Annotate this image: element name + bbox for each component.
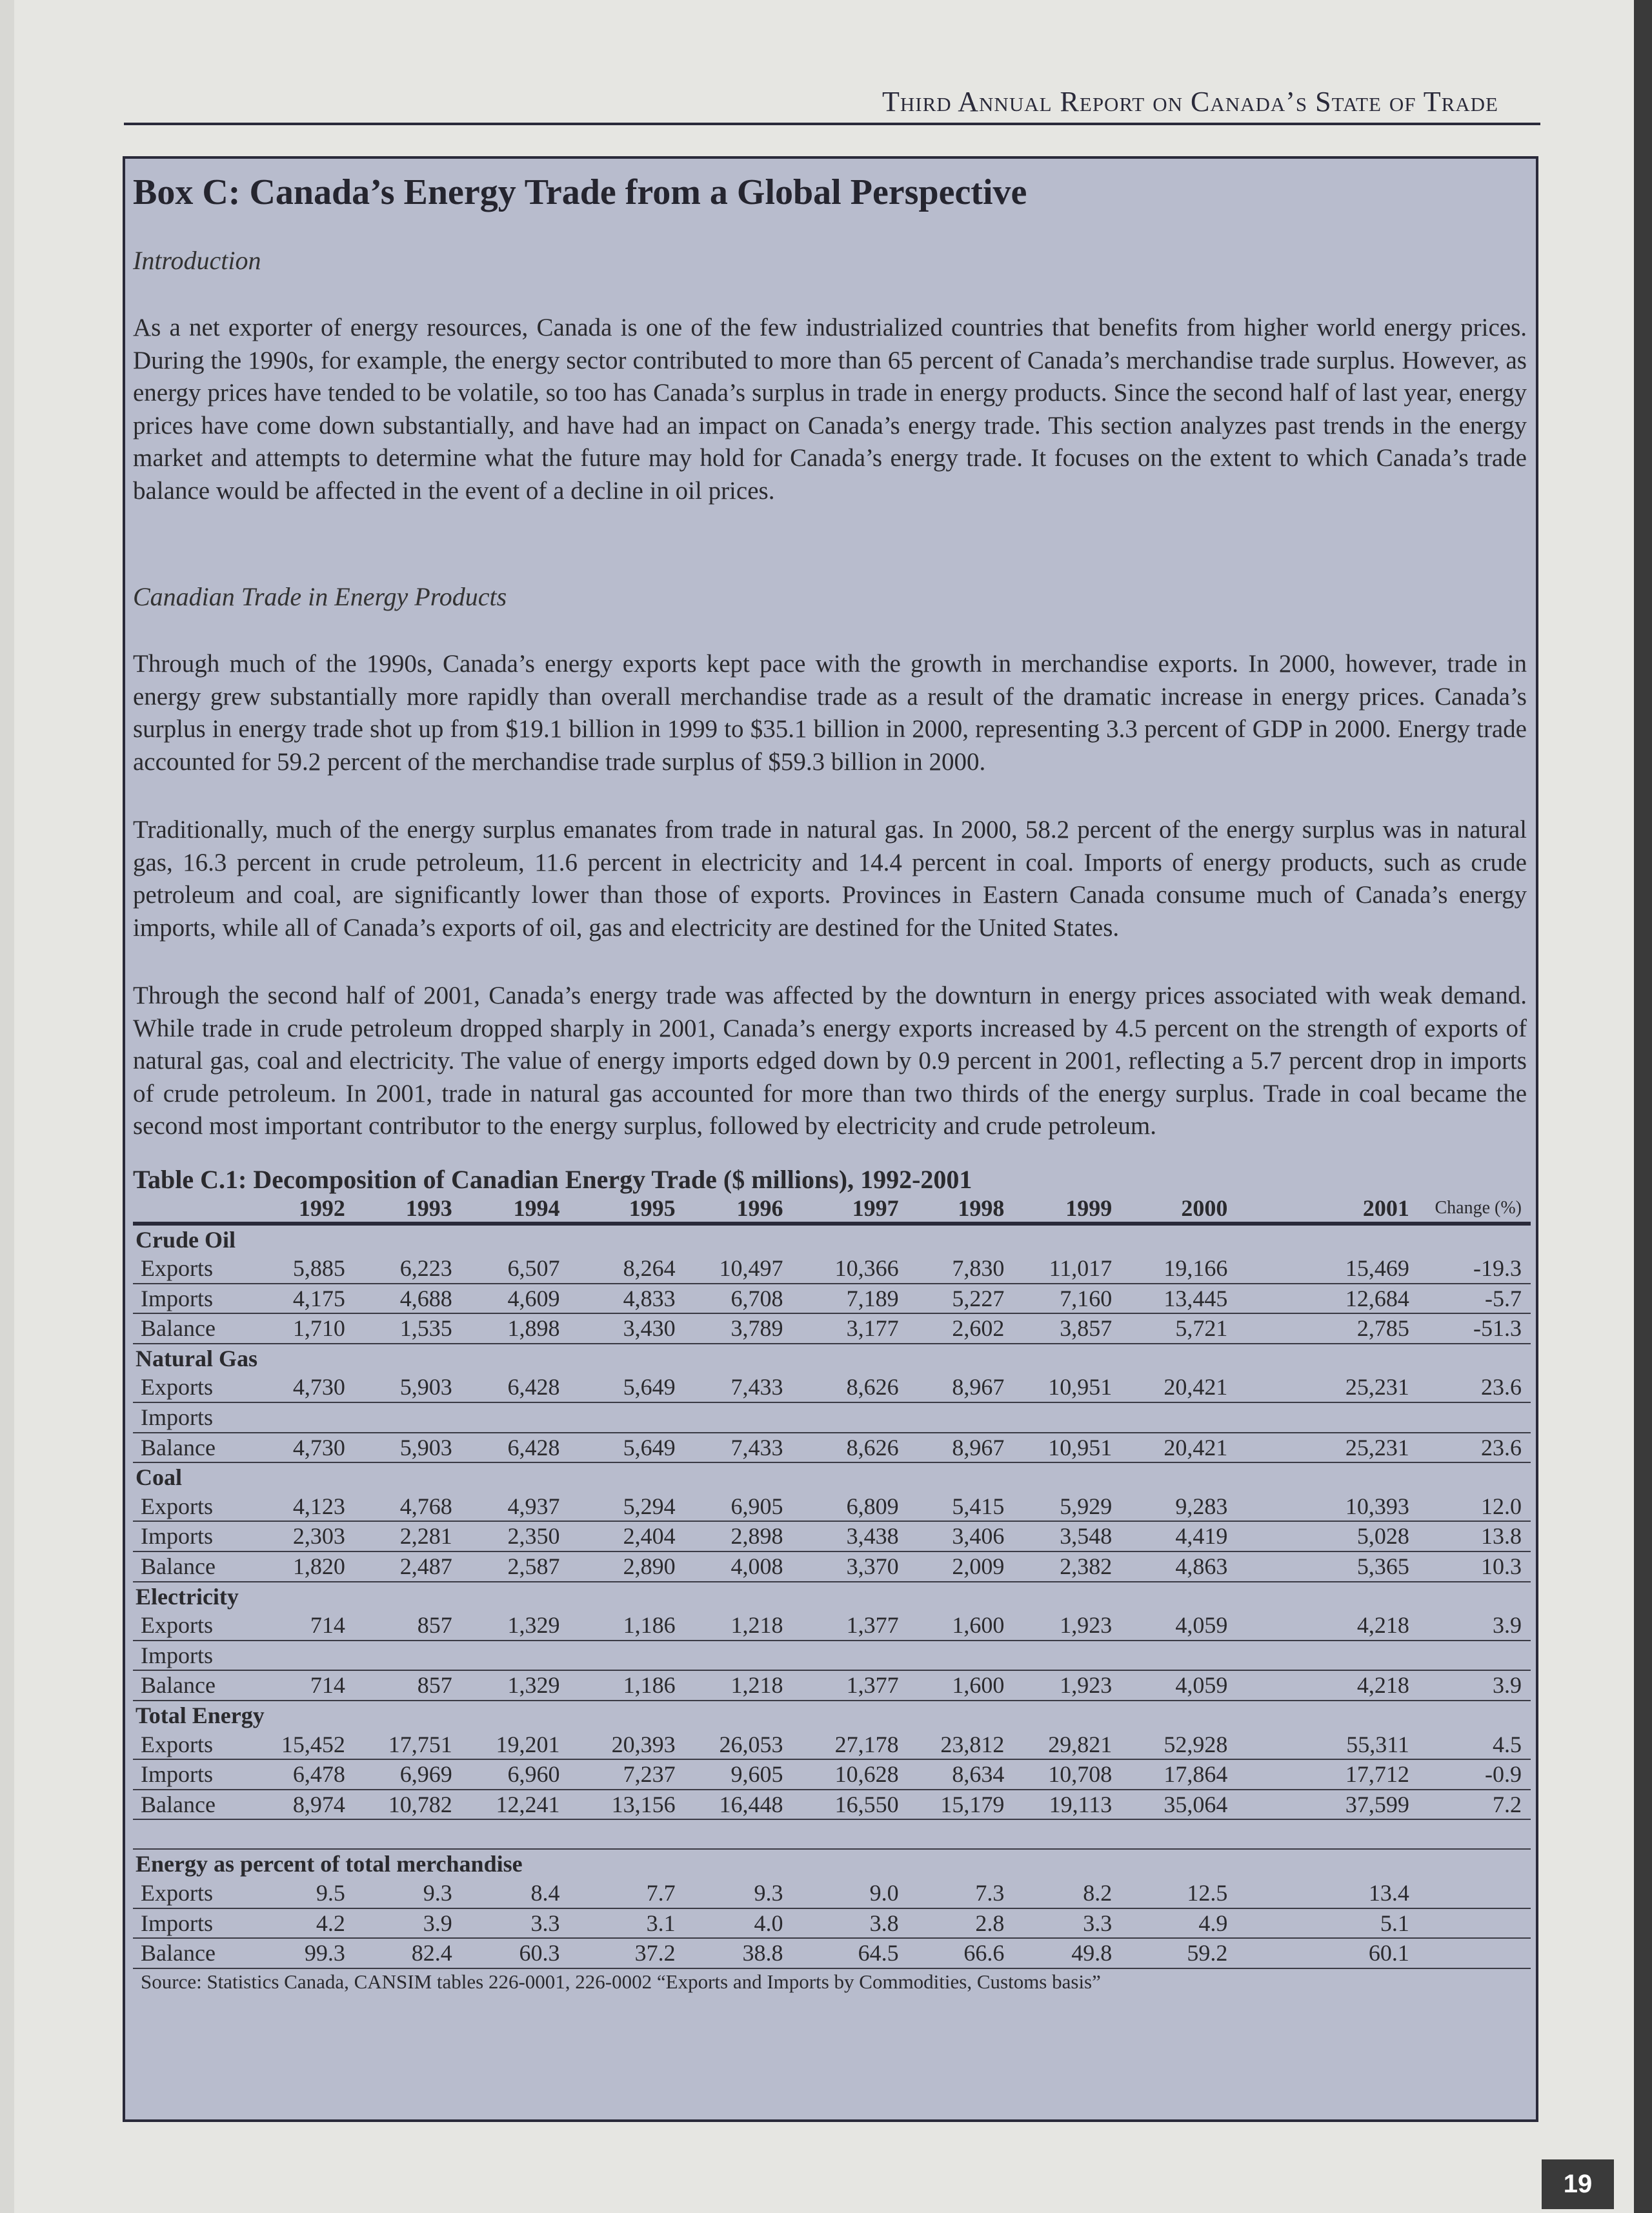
table-cell: 10.3 — [1418, 1551, 1531, 1582]
column-header: 2000 — [1181, 1195, 1228, 1221]
table-row — [133, 1254, 1531, 1284]
table-cell: 4,730 — [239, 1373, 354, 1402]
table-cell: 2,602 — [908, 1313, 1014, 1344]
column-header: 1994 — [513, 1195, 560, 1221]
table-cell — [1418, 1908, 1531, 1939]
table-cell — [239, 1402, 354, 1433]
table-cell: 3,406 — [908, 1521, 1014, 1551]
table-cell: 8,634 — [908, 1759, 1014, 1790]
table-cell — [239, 1641, 354, 1671]
table-cell: 8,264 — [569, 1254, 685, 1284]
table-cell — [1121, 1402, 1236, 1433]
paragraph-introduction: As a net exporter of energy resources, Canada is one of the few industrialized countries that benefits from higher world energy prices. During the 1990s, for example, the energy sector contributed to more than 65 percent of Canada’s merchandise trade surplus. However, as energy prices have tended to be volatile, so too has Canada’s surplus in trade in energy products. Since the second half of last year, energy prices have come down substantially, and have had an impact on Canada’s energy trade. This section analyzes past trends in the energy market and attempts to determine what the future may hold for Canada’s energy trade. It focuses on the extent to which Canada’s trade balance would be affected in the event of a decline in oil prices. — [133, 314, 1527, 505]
table-cell: 3.9 — [1418, 1670, 1531, 1701]
table-row — [133, 1641, 1531, 1671]
group-label: Energy as percent of total merchandise — [136, 1851, 523, 1877]
table-cell: 5,721 — [1121, 1313, 1236, 1344]
table-cell: 13,156 — [569, 1790, 685, 1820]
table-cell — [1013, 1641, 1121, 1671]
group-label: Total Energy — [136, 1703, 265, 1728]
table-cell: 4,175 — [239, 1284, 354, 1314]
table-cell: 4.5 — [1418, 1730, 1531, 1760]
table-cell: 9,605 — [685, 1759, 792, 1790]
row-label: Imports — [133, 1759, 239, 1790]
row-label: Imports — [133, 1521, 239, 1551]
table-cell: -0.9 — [1418, 1759, 1531, 1790]
table-cell: 9.0 — [792, 1879, 908, 1908]
table-cell: 4,123 — [239, 1492, 354, 1522]
table-cell: 66.6 — [908, 1938, 1014, 1968]
table-cell: 8,967 — [908, 1373, 1014, 1402]
table-row — [133, 1492, 1531, 1522]
table-cell: 7,433 — [685, 1433, 792, 1463]
table-cell: 52,928 — [1121, 1730, 1236, 1760]
table-cell: 10,951 — [1013, 1433, 1121, 1463]
table-cell: 3.9 — [354, 1908, 461, 1939]
table-group-row — [133, 1849, 1531, 1879]
table-cell: 49.8 — [1013, 1938, 1121, 1968]
page-number: 19 — [1542, 2159, 1614, 2209]
table-cell: 1,186 — [569, 1670, 685, 1701]
table-cell: 12.5 — [1121, 1879, 1236, 1908]
table-cell: 15,469 — [1236, 1254, 1418, 1284]
row-label: Exports — [133, 1254, 239, 1284]
table-row — [133, 1670, 1531, 1701]
table-cell: 82.4 — [354, 1938, 461, 1968]
table-row — [133, 1730, 1531, 1760]
table-cell: 8,626 — [792, 1433, 908, 1463]
table-cell: 1,218 — [685, 1611, 792, 1641]
table-cell: 99.3 — [239, 1938, 354, 1968]
table-row — [133, 1790, 1531, 1820]
table-cell: 2,890 — [569, 1551, 685, 1582]
table-cell: 3.1 — [569, 1908, 685, 1939]
table-cell: 5,294 — [569, 1492, 685, 1522]
table-cell: 23.6 — [1418, 1373, 1531, 1402]
table-cell — [1236, 1402, 1418, 1433]
table-cell: 19,201 — [461, 1730, 569, 1760]
table-cell: 3,177 — [792, 1313, 908, 1344]
table-source: Source: Statistics Canada, CANSIM tables 226-0001, 226-0002 “Exports and Imports by Commodities, Customs basis” — [141, 1970, 1101, 1993]
table-cell: 3,789 — [685, 1313, 792, 1344]
table-cell — [1013, 1402, 1121, 1433]
table-cell: 17,712 — [1236, 1759, 1418, 1790]
table-cell — [1418, 1879, 1531, 1908]
table-cell: 6,428 — [461, 1373, 569, 1402]
table-cell: 11,017 — [1013, 1254, 1121, 1284]
table-cell: 857 — [354, 1611, 461, 1641]
column-header: 1997 — [852, 1195, 899, 1221]
table-cell: 17,864 — [1121, 1759, 1236, 1790]
table-cell: 6,905 — [685, 1492, 792, 1522]
table-cell: 8,967 — [908, 1433, 1014, 1463]
table-cell: 6,478 — [239, 1759, 354, 1790]
table-cell: 15,179 — [908, 1790, 1014, 1820]
table-cell: 7,160 — [1013, 1284, 1121, 1314]
table-cell: 3.9 — [1418, 1611, 1531, 1641]
box-content — [133, 172, 1527, 1994]
row-label: Balance — [133, 1790, 239, 1820]
table-cell — [685, 1641, 792, 1671]
table-cell: 5,903 — [354, 1433, 461, 1463]
table-cell — [1418, 1641, 1531, 1671]
table-row — [133, 1521, 1531, 1551]
column-header: 1993 — [405, 1195, 452, 1221]
table-cell: 857 — [354, 1670, 461, 1701]
table-cell: 714 — [239, 1670, 354, 1701]
section-gap — [133, 543, 1527, 581]
table-row — [133, 1313, 1531, 1344]
paragraph-energy-2: Traditionally, much of the energy surplus emanates from trade in natural gas. In 2000, 58.2 percent of the energy surplus was in natural gas, 16.3 percent in crude petroleum, 11.6 percent in electricity and 14.4 percent in coal. Imports of energy products, such as crude petroleum and coal, are significantly lower than those of exports. Provinces in Eastern Canada consume much of Canada’s energy imports, while all of Canada’s exports of oil, gas and electricity are destined for the United States. — [133, 816, 1527, 942]
row-label: Exports — [133, 1730, 239, 1760]
table-cell: 13.8 — [1418, 1521, 1531, 1551]
table-cell: 5,649 — [569, 1433, 685, 1463]
table-group-row — [133, 1224, 1531, 1255]
table-cell: 4,688 — [354, 1284, 461, 1314]
row-label: Balance — [133, 1551, 239, 1582]
table-cell: 37,599 — [1236, 1790, 1418, 1820]
table-group-row — [133, 1344, 1531, 1373]
table-row — [133, 1373, 1531, 1402]
row-label: Balance — [133, 1313, 239, 1344]
table-cell: 16,550 — [792, 1790, 908, 1820]
column-header: 2001 — [1362, 1195, 1409, 1221]
row-label: Exports — [133, 1492, 239, 1522]
table-cell: 4,730 — [239, 1433, 354, 1463]
table-cell: 9.3 — [354, 1879, 461, 1908]
table-cell: -19.3 — [1418, 1254, 1531, 1284]
table-cell: 37.2 — [569, 1938, 685, 1968]
table-cell: 4.0 — [685, 1908, 792, 1939]
table-cell — [461, 1641, 569, 1671]
table-cell: 35,064 — [1121, 1790, 1236, 1820]
table-cell: 12,684 — [1236, 1284, 1418, 1314]
table-group-row — [133, 1462, 1531, 1492]
table-cell — [1418, 1402, 1531, 1433]
row-label: Exports — [133, 1879, 239, 1908]
table-row — [133, 1551, 1531, 1582]
table-cell: 8,974 — [239, 1790, 354, 1820]
table-cell: 2,487 — [354, 1551, 461, 1582]
table-cell: 7,433 — [685, 1373, 792, 1402]
table-cell: 25,231 — [1236, 1373, 1418, 1402]
table-cell: 12,241 — [461, 1790, 569, 1820]
table-cell: 3,548 — [1013, 1521, 1121, 1551]
table-cell: 2,382 — [1013, 1551, 1121, 1582]
table-cell: 64.5 — [792, 1938, 908, 1968]
spacer-cell — [133, 1819, 1531, 1849]
section-heading-energy-products: Canadian Trade in Energy Products — [133, 582, 507, 611]
table-cell — [1236, 1641, 1418, 1671]
table-cell: 17,751 — [354, 1730, 461, 1760]
table-cell: 5,885 — [239, 1254, 354, 1284]
energy-trade-table — [133, 1195, 1531, 1969]
table-cell: 1,600 — [908, 1611, 1014, 1641]
table-cell: 1,923 — [1013, 1611, 1121, 1641]
table-cell: 20,421 — [1121, 1373, 1236, 1402]
table-cell: 16,448 — [685, 1790, 792, 1820]
column-header: 1998 — [958, 1195, 1005, 1221]
table-cell: 20,393 — [569, 1730, 685, 1760]
table-cell: 2,303 — [239, 1521, 354, 1551]
table-cell: 1,923 — [1013, 1670, 1121, 1701]
table-row — [133, 1433, 1531, 1463]
table-cell: 3,438 — [792, 1521, 908, 1551]
table-cell: 7.2 — [1418, 1790, 1531, 1820]
column-header: 1996 — [736, 1195, 783, 1221]
table-cell: 2,898 — [685, 1521, 792, 1551]
table-cell: 5,365 — [1236, 1551, 1418, 1582]
table-cell: 4,008 — [685, 1551, 792, 1582]
table-cell: 7,237 — [569, 1759, 685, 1790]
table-cell: 3,857 — [1013, 1313, 1121, 1344]
table-cell: 5,028 — [1236, 1521, 1418, 1551]
table-cell: 714 — [239, 1611, 354, 1641]
table-cell: 23,812 — [908, 1730, 1014, 1760]
table-cell: 55,311 — [1236, 1730, 1418, 1760]
table-cell: 1,377 — [792, 1670, 908, 1701]
column-header-change: Change (%) — [1435, 1197, 1522, 1218]
table-cell: 38.8 — [685, 1938, 792, 1968]
table-cell: 4.9 — [1121, 1908, 1236, 1939]
table-cell: 60.1 — [1236, 1938, 1418, 1968]
table-cell: 10,497 — [685, 1254, 792, 1284]
table-cell: 10,393 — [1236, 1492, 1418, 1522]
table-cell: 15,452 — [239, 1730, 354, 1760]
table-cell: 20,421 — [1121, 1433, 1236, 1463]
table-body — [133, 1224, 1531, 1968]
table-cell: 25,231 — [1236, 1433, 1418, 1463]
table-cell: 10,708 — [1013, 1759, 1121, 1790]
table-cell: 60.3 — [461, 1938, 569, 1968]
column-header: 1999 — [1065, 1195, 1113, 1221]
page-spine — [1634, 0, 1652, 2213]
table-cell: 9,283 — [1121, 1492, 1236, 1522]
table-cell: 1,898 — [461, 1313, 569, 1344]
table-row — [133, 1611, 1531, 1641]
table-cell: -51.3 — [1418, 1313, 1531, 1344]
table-cell: 2,785 — [1236, 1313, 1418, 1344]
group-label: Coal — [136, 1464, 182, 1491]
table-row — [133, 1938, 1531, 1968]
table-row — [133, 1759, 1531, 1790]
column-header-empty — [133, 1195, 239, 1224]
table-cell — [1418, 1938, 1531, 1968]
table-cell: 1,710 — [239, 1313, 354, 1344]
table-cell: 8.4 — [461, 1879, 569, 1908]
row-label: Exports — [133, 1611, 239, 1641]
table-cell: 8.2 — [1013, 1879, 1121, 1908]
table-cell: 3,430 — [569, 1313, 685, 1344]
column-header: 1995 — [629, 1195, 676, 1221]
table-cell: 3.3 — [461, 1908, 569, 1939]
table-cell: 1,329 — [461, 1611, 569, 1641]
table-cell: 5,227 — [908, 1284, 1014, 1314]
table-cell: 6,809 — [792, 1492, 908, 1522]
table-cell: 6,708 — [685, 1284, 792, 1314]
table-cell: 2,404 — [569, 1521, 685, 1551]
group-label: Crude Oil — [133, 1224, 1531, 1255]
table-cell: 19,166 — [1121, 1254, 1236, 1284]
table-cell: 2,009 — [908, 1551, 1014, 1582]
header-rule — [124, 123, 1540, 125]
table-cell: 4,419 — [1121, 1521, 1236, 1551]
table-cell — [685, 1402, 792, 1433]
table-cell: 9.3 — [685, 1879, 792, 1908]
table-row — [133, 1879, 1531, 1908]
table-cell: 5,649 — [569, 1373, 685, 1402]
row-label: Balance — [133, 1670, 239, 1701]
table-cell: 1,820 — [239, 1551, 354, 1582]
table-cell: 4,833 — [569, 1284, 685, 1314]
row-label: Exports — [133, 1373, 239, 1402]
table-cell: 1,329 — [461, 1670, 569, 1701]
table-cell: 1,377 — [792, 1611, 908, 1641]
table-cell: 27,178 — [792, 1730, 908, 1760]
column-header: 1992 — [298, 1195, 345, 1221]
table-cell: 2.8 — [908, 1908, 1014, 1939]
table-cell: 4,218 — [1236, 1670, 1418, 1701]
table-cell — [569, 1402, 685, 1433]
paragraph-energy-1: Through much of the 1990s, Canada’s energy exports kept pace with the growth in merchandise exports. In 2000, however, trade in energy grew substantially more rapidly than overall merchandise trade as a result of the dramatic increase in energy prices. Canada’s surplus in energy trade shot up from $19.1 billion in 1999 to $35.1 billion in 2000, representing 3.3 percent of GDP in 2000. Energy trade accounted for 59.2 percent of the merchandise trade surplus of $59.3 billion in 2000. — [133, 650, 1527, 776]
page — [14, 0, 1634, 2213]
box-c — [123, 156, 1538, 2122]
table-cell: 2,587 — [461, 1551, 569, 1582]
table-title: Table C.1: Decomposition of Canadian Energy Trade ($ millions), 1992-2001 — [133, 1164, 972, 1194]
table-cell — [792, 1641, 908, 1671]
table-cell: 5,929 — [1013, 1492, 1121, 1522]
table-spacer-row — [133, 1819, 1531, 1849]
table-cell: 3.3 — [1013, 1908, 1121, 1939]
group-label: Electricity — [136, 1583, 239, 1610]
table-cell: 4,937 — [461, 1492, 569, 1522]
table-cell — [908, 1402, 1014, 1433]
table-cell: 10,366 — [792, 1254, 908, 1284]
table-cell: 6,507 — [461, 1254, 569, 1284]
group-label: Natural Gas — [136, 1345, 257, 1371]
table-cell: 10,628 — [792, 1759, 908, 1790]
table-cell: 2,350 — [461, 1521, 569, 1551]
table-cell: 12.0 — [1418, 1492, 1531, 1522]
table-cell: 5.1 — [1236, 1908, 1418, 1939]
table-cell: 13.4 — [1236, 1879, 1418, 1908]
table-cell: 4.2 — [239, 1908, 354, 1939]
table-cell: 4,059 — [1121, 1670, 1236, 1701]
row-label: Imports — [133, 1284, 239, 1314]
table-cell: 4,768 — [354, 1492, 461, 1522]
table-cell: 59.2 — [1121, 1938, 1236, 1968]
table-cell: 4,059 — [1121, 1611, 1236, 1641]
table-header-row — [133, 1195, 1531, 1224]
table-cell: 1,600 — [908, 1670, 1014, 1701]
table-cell: 6,428 — [461, 1433, 569, 1463]
table-cell: 4,609 — [461, 1284, 569, 1314]
table-cell: 7.3 — [908, 1879, 1014, 1908]
table-cell: 7,189 — [792, 1284, 908, 1314]
table-cell: 3.8 — [792, 1908, 908, 1939]
row-label: Balance — [133, 1433, 239, 1463]
table-cell — [354, 1402, 461, 1433]
table-cell: 5,415 — [908, 1492, 1014, 1522]
table-cell: 13,445 — [1121, 1284, 1236, 1314]
table-group-row — [133, 1701, 1531, 1730]
table-cell — [792, 1402, 908, 1433]
table-cell — [354, 1641, 461, 1671]
running-header: Third Annual Report on Canada’s State of Trade — [882, 86, 1498, 117]
table-cell: 3,370 — [792, 1551, 908, 1582]
table-cell: 29,821 — [1013, 1730, 1121, 1760]
table-cell: 1,218 — [685, 1670, 792, 1701]
table-cell: 6,960 — [461, 1759, 569, 1790]
table-cell: 1,535 — [354, 1313, 461, 1344]
table-cell: 23.6 — [1418, 1433, 1531, 1463]
table-cell: 19,113 — [1013, 1790, 1121, 1820]
section-heading-introduction: Introduction — [133, 246, 261, 275]
table-cell — [569, 1641, 685, 1671]
table-cell: 7.7 — [569, 1879, 685, 1908]
row-label: Imports — [133, 1908, 239, 1939]
table-cell: 10,951 — [1013, 1373, 1121, 1402]
row-label: Balance — [133, 1938, 239, 1968]
table-cell: 4,863 — [1121, 1551, 1236, 1582]
table-group-row — [133, 1582, 1531, 1612]
box-title: Box C: Canada’s Energy Trade from a Global Perspective — [133, 172, 1027, 212]
table-cell: 2,281 — [354, 1521, 461, 1551]
table-row — [133, 1402, 1531, 1433]
table-cell: 1,186 — [569, 1611, 685, 1641]
table-cell — [908, 1641, 1014, 1671]
table-cell: 6,969 — [354, 1759, 461, 1790]
table-cell: -5.7 — [1418, 1284, 1531, 1314]
table-cell: 8,626 — [792, 1373, 908, 1402]
table-cell: 7,830 — [908, 1254, 1014, 1284]
table-cell: 10,782 — [354, 1790, 461, 1820]
table-row — [133, 1284, 1531, 1314]
table-row — [133, 1908, 1531, 1939]
paragraph-energy-3: Through the second half of 2001, Canada’s energy trade was affected by the downturn in energy prices associated with weak demand. While trade in crude petroleum dropped sharply in 2001, Canada’s energy exports increased by 4.5 percent on the strength of exports of natural gas, coal and electricity. The value of energy imports edged down by 0.9 percent in 2001, reflecting a 5.7 percent drop in imports of crude petroleum. In 2001, trade in natural gas accounted for more than two thirds of the energy surplus. Trade in coal became the second most important contributor to the energy surplus, followed by electricity and crude petroleum. — [133, 982, 1527, 1140]
row-label: Imports — [133, 1641, 239, 1671]
table-cell: 6,223 — [354, 1254, 461, 1284]
row-label: Imports — [133, 1402, 239, 1433]
table-cell — [1121, 1641, 1236, 1671]
table-cell — [461, 1402, 569, 1433]
table-cell: 4,218 — [1236, 1611, 1418, 1641]
table-cell: 9.5 — [239, 1879, 354, 1908]
table-cell: 26,053 — [685, 1730, 792, 1760]
table-cell: 5,903 — [354, 1373, 461, 1402]
